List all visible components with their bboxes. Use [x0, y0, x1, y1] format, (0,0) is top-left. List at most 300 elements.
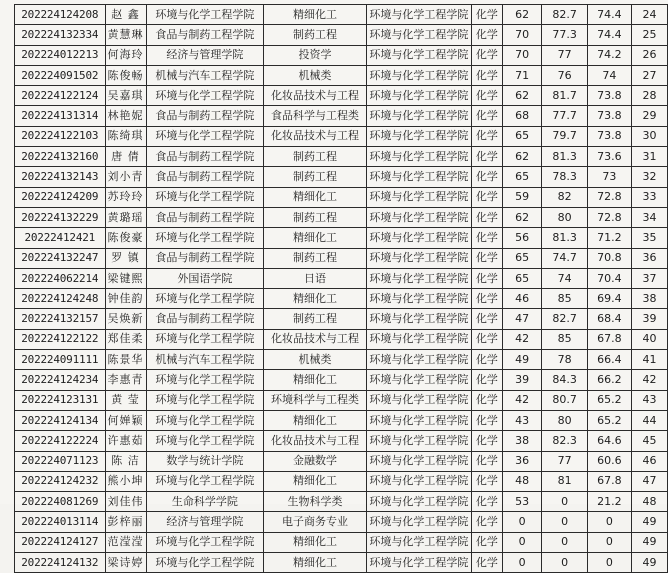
school-cell: 生命科学学院 — [146, 492, 264, 512]
rank-cell: 38 — [631, 289, 667, 309]
score1-cell: 47 — [502, 309, 541, 329]
target-major-cell: 化学 — [471, 86, 502, 106]
major-cell: 精细化工 — [264, 370, 367, 390]
target-school-cell: 环境与化学工程学院 — [366, 431, 471, 451]
rank-cell: 28 — [631, 86, 667, 106]
target-major-cell: 化学 — [471, 228, 502, 248]
table-row — [15, 25, 668, 45]
table-row — [15, 390, 668, 410]
school-cell: 环境与化学工程学院 — [146, 289, 264, 309]
table-row — [15, 431, 668, 451]
score1-cell: 65 — [502, 248, 541, 268]
student-id-cell: 202224062214 — [15, 268, 106, 288]
target-school-cell: 环境与化学工程学院 — [366, 532, 471, 552]
student-id-cell: 202224123131 — [15, 390, 106, 410]
target-school-cell: 环境与化学工程学院 — [366, 25, 471, 45]
score2-cell: 0 — [542, 512, 588, 532]
rank-cell: 45 — [631, 431, 667, 451]
student-name-cell: 陈绮琪 — [105, 126, 146, 146]
score2-cell: 81 — [542, 471, 588, 491]
student-name-cell: 陈景华 — [105, 350, 146, 370]
student-id-cell: 202224124208 — [15, 5, 106, 25]
table-row — [15, 86, 668, 106]
major-cell: 化妆品技术与工程 — [264, 329, 367, 349]
student-name-cell: 黄慧琳 — [105, 25, 146, 45]
rank-cell: 46 — [631, 451, 667, 471]
rank-cell: 49 — [631, 553, 667, 573]
major-cell: 金融数学 — [264, 451, 367, 471]
target-school-cell: 环境与化学工程学院 — [366, 207, 471, 227]
target-school-cell: 环境与化学工程学院 — [366, 147, 471, 167]
school-cell: 环境与化学工程学院 — [146, 553, 264, 573]
rank-cell: 49 — [631, 512, 667, 532]
student-name-cell: 黄 莹 — [105, 390, 146, 410]
target-major-cell: 化学 — [471, 248, 502, 268]
target-school-cell: 环境与化学工程学院 — [366, 390, 471, 410]
major-cell: 精细化工 — [264, 5, 367, 25]
student-id-cell: 202224132229 — [15, 207, 106, 227]
target-school-cell: 环境与化学工程学院 — [366, 86, 471, 106]
major-cell: 制药工程 — [264, 167, 367, 187]
total-score-cell: 70.4 — [587, 268, 631, 288]
score2-cell: 0 — [542, 532, 588, 552]
score2-cell: 85 — [542, 289, 588, 309]
rank-cell: 39 — [631, 309, 667, 329]
student-id-cell: 202224081269 — [15, 492, 106, 512]
total-score-cell: 65.2 — [587, 390, 631, 410]
student-id-cell: 202224132157 — [15, 309, 106, 329]
major-cell: 精细化工 — [264, 553, 367, 573]
score2-cell: 77 — [542, 451, 588, 471]
total-score-cell: 73.6 — [587, 147, 631, 167]
total-score-cell: 68.4 — [587, 309, 631, 329]
score1-cell: 70 — [502, 25, 541, 45]
target-school-cell: 环境与化学工程学院 — [366, 65, 471, 85]
rank-cell: 37 — [631, 268, 667, 288]
target-school-cell: 环境与化学工程学院 — [366, 309, 471, 329]
school-cell: 环境与化学工程学院 — [146, 228, 264, 248]
total-score-cell: 73.8 — [587, 126, 631, 146]
student-name-cell: 彭梓丽 — [105, 512, 146, 532]
student-name-cell: 何海玲 — [105, 45, 146, 65]
rank-cell: 33 — [631, 187, 667, 207]
table-row — [15, 5, 668, 25]
table-row — [15, 126, 668, 146]
target-school-cell: 环境与化学工程学院 — [366, 289, 471, 309]
target-major-cell: 化学 — [471, 147, 502, 167]
table-row — [15, 410, 668, 430]
target-school-cell: 环境与化学工程学院 — [366, 492, 471, 512]
total-score-cell: 67.8 — [587, 329, 631, 349]
table-row — [15, 512, 668, 532]
school-cell: 环境与化学工程学院 — [146, 532, 264, 552]
total-score-cell: 73.8 — [587, 86, 631, 106]
student-name-cell: 吴嘉琪 — [105, 86, 146, 106]
school-cell: 环境与化学工程学院 — [146, 410, 264, 430]
student-name-cell: 熊小坤 — [105, 471, 146, 491]
student-id-cell: 202224132143 — [15, 167, 106, 187]
score2-cell: 77.3 — [542, 25, 588, 45]
student-id-cell: 202224071123 — [15, 451, 106, 471]
score1-cell: 56 — [502, 228, 541, 248]
school-cell: 机械与汽车工程学院 — [146, 65, 264, 85]
table-row — [15, 207, 668, 227]
student-id-cell: 202224132247 — [15, 248, 106, 268]
student-id-cell: 202224124232 — [15, 471, 106, 491]
student-id-cell: 202224124248 — [15, 289, 106, 309]
score2-cell: 84.3 — [542, 370, 588, 390]
table-row — [15, 532, 668, 552]
target-school-cell: 环境与化学工程学院 — [366, 187, 471, 207]
target-school-cell: 环境与化学工程学院 — [366, 350, 471, 370]
major-cell: 投资学 — [264, 45, 367, 65]
target-school-cell: 环境与化学工程学院 — [366, 5, 471, 25]
score2-cell: 81.3 — [542, 228, 588, 248]
target-school-cell: 环境与化学工程学院 — [366, 553, 471, 573]
total-score-cell: 60.6 — [587, 451, 631, 471]
rank-cell: 27 — [631, 65, 667, 85]
score1-cell: 42 — [502, 390, 541, 410]
total-score-cell: 74.4 — [587, 25, 631, 45]
student-name-cell: 罗 镇 — [105, 248, 146, 268]
target-school-cell: 环境与化学工程学院 — [366, 451, 471, 471]
rank-cell: 26 — [631, 45, 667, 65]
major-cell: 化妆品技术与工程 — [264, 86, 367, 106]
table-row — [15, 309, 668, 329]
score2-cell: 0 — [542, 553, 588, 573]
score1-cell: 65 — [502, 167, 541, 187]
score2-cell: 85 — [542, 329, 588, 349]
student-name-cell: 许惠茹 — [105, 431, 146, 451]
target-major-cell: 化学 — [471, 410, 502, 430]
major-cell: 精细化工 — [264, 532, 367, 552]
student-id-cell: 202224013114 — [15, 512, 106, 532]
score1-cell: 49 — [502, 350, 541, 370]
total-score-cell: 71.2 — [587, 228, 631, 248]
student-name-cell: 赵 鑫 — [105, 5, 146, 25]
score2-cell: 80.7 — [542, 390, 588, 410]
student-name-cell: 陈俊豪 — [105, 228, 146, 248]
total-score-cell: 72.8 — [587, 187, 631, 207]
student-name-cell: 钟佳韵 — [105, 289, 146, 309]
table-row — [15, 370, 668, 390]
target-school-cell: 环境与化学工程学院 — [366, 471, 471, 491]
student-id-cell: 202224122124 — [15, 86, 106, 106]
school-cell: 机械与汽车工程学院 — [146, 350, 264, 370]
score2-cell: 82 — [542, 187, 588, 207]
student-id-cell: 202224091111 — [15, 350, 106, 370]
school-cell: 环境与化学工程学院 — [146, 431, 264, 451]
total-score-cell: 69.4 — [587, 289, 631, 309]
target-major-cell: 化学 — [471, 451, 502, 471]
total-score-cell: 64.6 — [587, 431, 631, 451]
score1-cell: 43 — [502, 410, 541, 430]
target-major-cell: 化学 — [471, 106, 502, 126]
table-body — [15, 5, 668, 573]
table-row — [15, 248, 668, 268]
total-score-cell: 73 — [587, 167, 631, 187]
score1-cell: 65 — [502, 126, 541, 146]
target-major-cell: 化学 — [471, 45, 502, 65]
student-name-cell: 陈 洁 — [105, 451, 146, 471]
rank-cell: 31 — [631, 147, 667, 167]
student-name-cell: 梁键熙 — [105, 268, 146, 288]
major-cell: 环境科学与工程类 — [264, 390, 367, 410]
score1-cell: 59 — [502, 187, 541, 207]
student-id-cell: 20222412421 — [15, 228, 106, 248]
score2-cell: 79.7 — [542, 126, 588, 146]
table-row — [15, 350, 668, 370]
major-cell: 日语 — [264, 268, 367, 288]
table-row — [15, 329, 668, 349]
score2-cell: 80 — [542, 410, 588, 430]
total-score-cell: 73.8 — [587, 106, 631, 126]
target-major-cell: 化学 — [471, 167, 502, 187]
score1-cell: 68 — [502, 106, 541, 126]
score2-cell: 77.7 — [542, 106, 588, 126]
total-score-cell: 67.8 — [587, 471, 631, 491]
student-name-cell: 唐 倩 — [105, 147, 146, 167]
rank-cell: 24 — [631, 5, 667, 25]
target-major-cell: 化学 — [471, 512, 502, 532]
score1-cell: 62 — [502, 207, 541, 227]
total-score-cell: 66.4 — [587, 350, 631, 370]
table-row — [15, 187, 668, 207]
target-school-cell: 环境与化学工程学院 — [366, 106, 471, 126]
student-id-cell: 202224124127 — [15, 532, 106, 552]
school-cell: 食品与制药工程学院 — [146, 147, 264, 167]
rank-cell: 25 — [631, 25, 667, 45]
target-school-cell: 环境与化学工程学院 — [366, 248, 471, 268]
table-row — [15, 106, 668, 126]
student-name-cell: 黄璐瑶 — [105, 207, 146, 227]
target-school-cell: 环境与化学工程学院 — [366, 410, 471, 430]
table-row — [15, 451, 668, 471]
student-id-cell: 202224122224 — [15, 431, 106, 451]
school-cell: 食品与制药工程学院 — [146, 167, 264, 187]
total-score-cell: 74.4 — [587, 5, 631, 25]
total-score-cell: 66.2 — [587, 370, 631, 390]
table-row — [15, 147, 668, 167]
student-name-cell: 李惠青 — [105, 370, 146, 390]
score1-cell: 48 — [502, 471, 541, 491]
rank-cell: 48 — [631, 492, 667, 512]
table-row — [15, 45, 668, 65]
score1-cell: 42 — [502, 329, 541, 349]
major-cell: 精细化工 — [264, 471, 367, 491]
student-name-cell: 何婵颖 — [105, 410, 146, 430]
score1-cell: 62 — [502, 86, 541, 106]
target-school-cell: 环境与化学工程学院 — [366, 370, 471, 390]
student-id-cell: 202224012213 — [15, 45, 106, 65]
major-cell: 机械类 — [264, 65, 367, 85]
school-cell: 食品与制药工程学院 — [146, 106, 264, 126]
major-cell: 精细化工 — [264, 228, 367, 248]
total-score-cell: 74 — [587, 65, 631, 85]
score1-cell: 53 — [502, 492, 541, 512]
target-major-cell: 化学 — [471, 350, 502, 370]
student-name-cell: 陈俊畅 — [105, 65, 146, 85]
target-major-cell: 化学 — [471, 187, 502, 207]
target-major-cell: 化学 — [471, 207, 502, 227]
major-cell: 制药工程 — [264, 207, 367, 227]
student-name-cell: 范滢滢 — [105, 532, 146, 552]
school-cell: 环境与化学工程学院 — [146, 390, 264, 410]
target-major-cell: 化学 — [471, 329, 502, 349]
major-cell: 制药工程 — [264, 248, 367, 268]
target-major-cell: 化学 — [471, 431, 502, 451]
student-id-cell: 202224132334 — [15, 25, 106, 45]
target-major-cell: 化学 — [471, 289, 502, 309]
target-major-cell: 化学 — [471, 65, 502, 85]
total-score-cell: 70.8 — [587, 248, 631, 268]
target-school-cell: 环境与化学工程学院 — [366, 512, 471, 532]
school-cell: 经济与管理学院 — [146, 45, 264, 65]
score1-cell: 39 — [502, 370, 541, 390]
school-cell: 环境与化学工程学院 — [146, 471, 264, 491]
student-id-cell: 202224122122 — [15, 329, 106, 349]
score2-cell: 74.7 — [542, 248, 588, 268]
score2-cell: 81.3 — [542, 147, 588, 167]
major-cell: 化妆品技术与工程 — [264, 431, 367, 451]
target-school-cell: 环境与化学工程学院 — [366, 329, 471, 349]
major-cell: 制药工程 — [264, 25, 367, 45]
target-school-cell: 环境与化学工程学院 — [366, 228, 471, 248]
student-name-cell: 梁诗婷 — [105, 553, 146, 573]
score2-cell: 81.7 — [542, 86, 588, 106]
rank-cell: 47 — [631, 471, 667, 491]
student-name-cell: 刘佳伟 — [105, 492, 146, 512]
student-name-cell: 苏玲玲 — [105, 187, 146, 207]
target-major-cell: 化学 — [471, 126, 502, 146]
score2-cell: 78.3 — [542, 167, 588, 187]
major-cell: 精细化工 — [264, 289, 367, 309]
total-score-cell: 74.2 — [587, 45, 631, 65]
student-name-cell: 吴焕新 — [105, 309, 146, 329]
student-id-cell: 202224131314 — [15, 106, 106, 126]
school-cell: 食品与制药工程学院 — [146, 207, 264, 227]
score2-cell: 80 — [542, 207, 588, 227]
major-cell: 精细化工 — [264, 187, 367, 207]
school-cell: 环境与化学工程学院 — [146, 126, 264, 146]
score1-cell: 0 — [502, 512, 541, 532]
rank-cell: 29 — [631, 106, 667, 126]
total-score-cell: 0 — [587, 553, 631, 573]
total-score-cell: 65.2 — [587, 410, 631, 430]
score1-cell: 46 — [502, 289, 541, 309]
rank-cell: 30 — [631, 126, 667, 146]
target-major-cell: 化学 — [471, 5, 502, 25]
student-id-cell: 202224124132 — [15, 553, 106, 573]
total-score-cell: 72.8 — [587, 207, 631, 227]
rank-cell: 32 — [631, 167, 667, 187]
transfer-score-table — [14, 4, 668, 573]
major-cell: 制药工程 — [264, 147, 367, 167]
score2-cell: 82.7 — [542, 309, 588, 329]
student-name-cell: 郑佳柔 — [105, 329, 146, 349]
student-id-cell: 202224124134 — [15, 410, 106, 430]
rank-cell: 43 — [631, 390, 667, 410]
total-score-cell: 0 — [587, 512, 631, 532]
target-school-cell: 环境与化学工程学院 — [366, 268, 471, 288]
table-row — [15, 65, 668, 85]
score2-cell: 77 — [542, 45, 588, 65]
score2-cell: 76 — [542, 65, 588, 85]
target-school-cell: 环境与化学工程学院 — [366, 126, 471, 146]
score2-cell: 0 — [542, 492, 588, 512]
table-row — [15, 492, 668, 512]
school-cell: 环境与化学工程学院 — [146, 86, 264, 106]
student-id-cell: 202224124209 — [15, 187, 106, 207]
score1-cell: 38 — [502, 431, 541, 451]
table-row — [15, 289, 668, 309]
score2-cell: 82.3 — [542, 431, 588, 451]
target-major-cell: 化学 — [471, 309, 502, 329]
rank-cell: 40 — [631, 329, 667, 349]
target-major-cell: 化学 — [471, 492, 502, 512]
student-id-cell: 202224132160 — [15, 147, 106, 167]
target-school-cell: 环境与化学工程学院 — [366, 167, 471, 187]
school-cell: 环境与化学工程学院 — [146, 5, 264, 25]
score1-cell: 65 — [502, 268, 541, 288]
rank-cell: 34 — [631, 207, 667, 227]
total-score-cell: 21.2 — [587, 492, 631, 512]
school-cell: 外国语学院 — [146, 268, 264, 288]
school-cell: 食品与制药工程学院 — [146, 25, 264, 45]
major-cell: 机械类 — [264, 350, 367, 370]
major-cell: 制药工程 — [264, 309, 367, 329]
target-major-cell: 化学 — [471, 532, 502, 552]
school-cell: 食品与制药工程学院 — [146, 248, 264, 268]
major-cell: 生物科学类 — [264, 492, 367, 512]
rank-cell: 41 — [631, 350, 667, 370]
school-cell: 食品与制药工程学院 — [146, 309, 264, 329]
rank-cell: 42 — [631, 370, 667, 390]
student-id-cell: 202224122103 — [15, 126, 106, 146]
target-major-cell: 化学 — [471, 553, 502, 573]
score1-cell: 0 — [502, 553, 541, 573]
target-major-cell: 化学 — [471, 268, 502, 288]
school-cell: 数学与统计学院 — [146, 451, 264, 471]
score1-cell: 70 — [502, 45, 541, 65]
rank-cell: 36 — [631, 248, 667, 268]
table-row — [15, 553, 668, 573]
target-major-cell: 化学 — [471, 390, 502, 410]
school-cell: 环境与化学工程学院 — [146, 329, 264, 349]
major-cell: 精细化工 — [264, 410, 367, 430]
score2-cell: 78 — [542, 350, 588, 370]
major-cell: 电子商务专业 — [264, 512, 367, 532]
major-cell: 化妆品技术与工程 — [264, 126, 367, 146]
score1-cell: 36 — [502, 451, 541, 471]
total-score-cell: 0 — [587, 532, 631, 552]
table-row — [15, 228, 668, 248]
student-name-cell: 刘小青 — [105, 167, 146, 187]
rank-cell: 49 — [631, 532, 667, 552]
score2-cell: 82.7 — [542, 5, 588, 25]
student-name-cell: 林艳妮 — [105, 106, 146, 126]
score1-cell: 0 — [502, 532, 541, 552]
table-row — [15, 471, 668, 491]
score2-cell: 74 — [542, 268, 588, 288]
table-row — [15, 268, 668, 288]
target-major-cell: 化学 — [471, 25, 502, 45]
target-school-cell: 环境与化学工程学院 — [366, 45, 471, 65]
rank-cell: 35 — [631, 228, 667, 248]
target-major-cell: 化学 — [471, 471, 502, 491]
score1-cell: 71 — [502, 65, 541, 85]
student-id-cell: 202224124234 — [15, 370, 106, 390]
